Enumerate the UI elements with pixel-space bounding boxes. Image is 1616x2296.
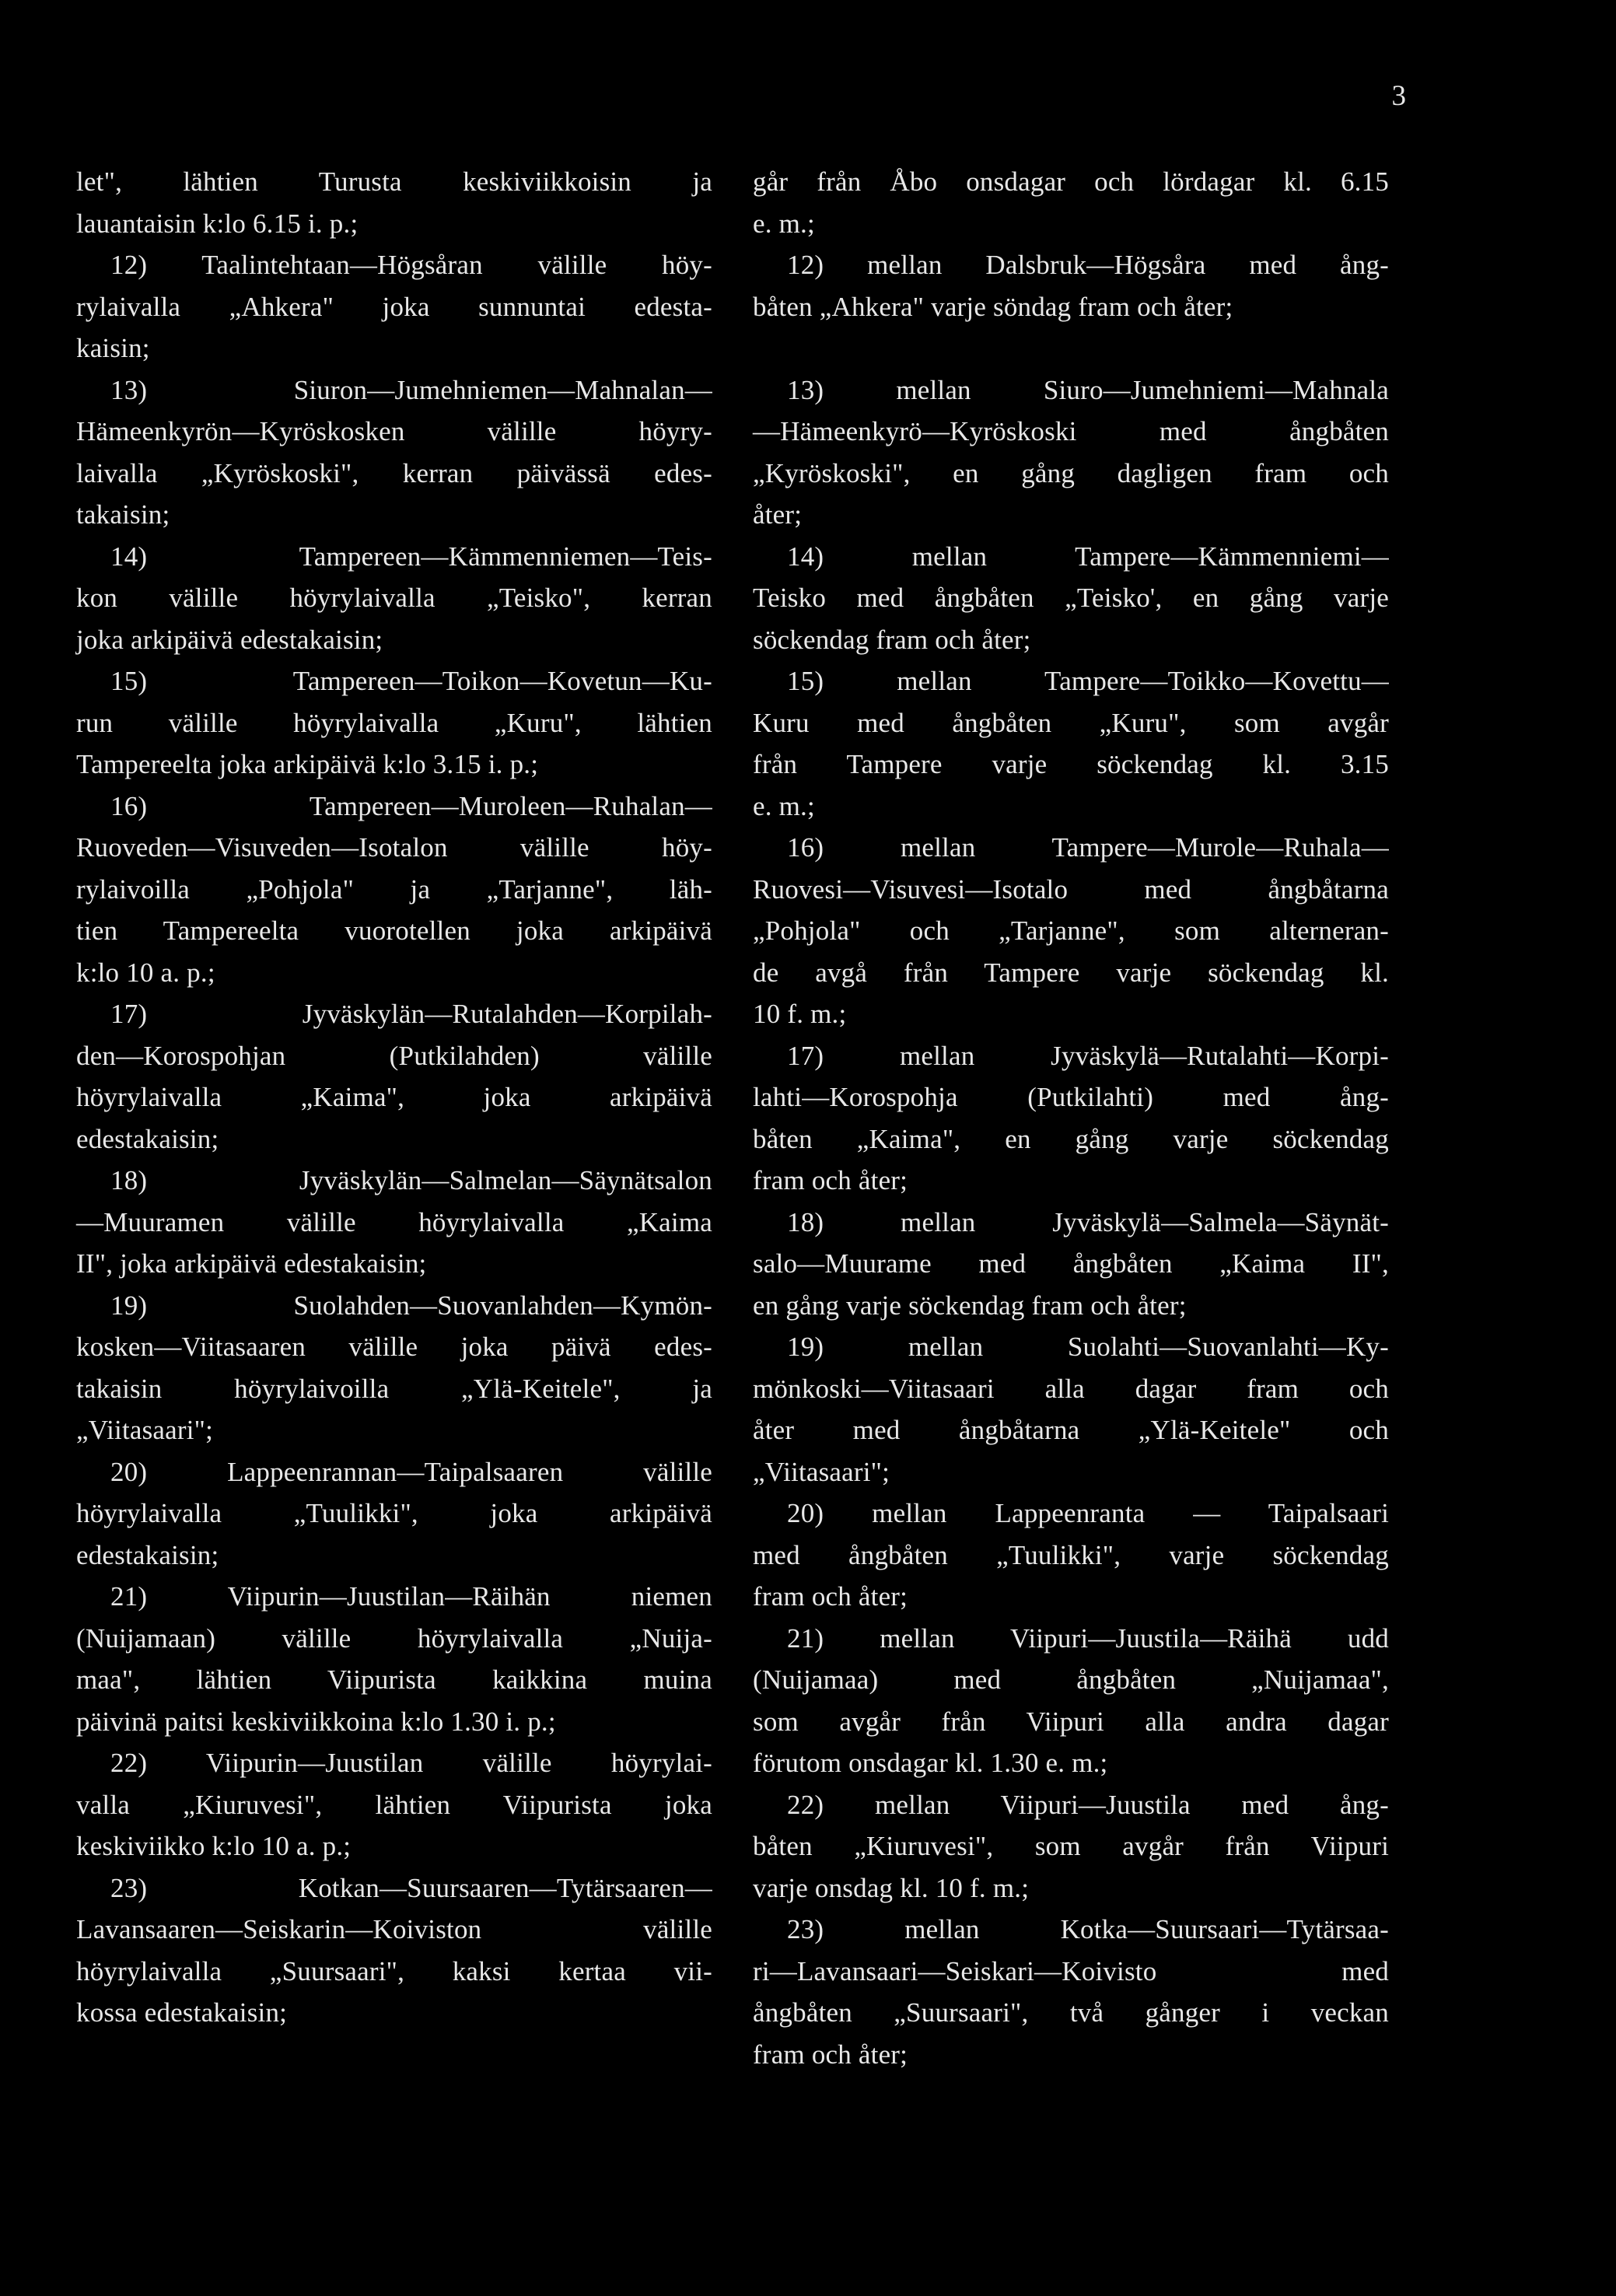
left-entry: [76, 244, 712, 369]
right-text-line: 16) mellan Tampere—Murole—Ruhala—: [787, 832, 1389, 863]
left-text-line: (Nuijamaan) välille höyrylaivalla „Nuija-: [76, 1622, 712, 1654]
right-text-line: 14) mellan Tampere—Kämmenniemi—: [787, 541, 1389, 572]
right-text-line: 22) mellan Viipuri—Juustila med ång-: [787, 1789, 1389, 1820]
left-text-line: 23) Kotkan—Suursaaren—Tytärsaaren—: [110, 1872, 712, 1903]
left-text-line: päivinä paitsi keskiviikkoina k:lo 1.30 i. p.;: [76, 1706, 556, 1737]
left-text-line: valla „Kiuruvesi", lähtien Viipurista joka: [76, 1789, 712, 1820]
right-text-line: från Tampere varje söckendag kl. 3.15: [753, 749, 1389, 779]
right-text-line: de avgå från Tampere varje söckendag kl.: [753, 957, 1389, 988]
right-text-line: varje onsdag kl. 10 f. m.;: [753, 1872, 1030, 1903]
left-text-line: let", lähtien Turusta keskiviikkoisin ja: [76, 166, 712, 197]
left-text-line: 13) Siuron—Jumehniemen—Mahnalan—: [110, 374, 712, 405]
right-text-line: förutom onsdagar kl. 1.30 e. m.;: [753, 1748, 1108, 1778]
left-text-line: kon välille höyrylaivalla „Teisko", kerran: [76, 583, 712, 613]
left-text-line: Ruoveden—Visuveden—Isotalon välille höy-: [76, 832, 712, 863]
right-text-line: går från Åbo onsdagar och lördagar kl. 6.15: [753, 166, 1389, 197]
left-text-line: rylaivoilla „Pohjola" ja „Tarjanne", läh-: [76, 873, 712, 905]
left-text-line: Hämeenkyrön—Kyröskosken välille höyry-: [76, 416, 712, 446]
right-text-line: Kuru med ångbåten „Kuru", som avgår: [753, 707, 1389, 738]
left-entry: [76, 369, 712, 536]
right-entry: [753, 1202, 1389, 1327]
left-text-line: 14) Tampereen—Kämmenniemen—Teis-: [110, 541, 712, 572]
right-entry: [753, 1326, 1389, 1493]
left-text-line: k:lo 10 a. p.;: [76, 957, 215, 988]
right-text-line: båten „Ahkera" varje söndag fram och åter;: [753, 291, 1233, 322]
left-text-line: edestakaisin;: [76, 1539, 219, 1570]
left-text-line: höyrylaivalla „Suursaari", kaksi kertaa vii-: [76, 1955, 712, 1986]
right-entry: [753, 1618, 1389, 1784]
left-text-line: rylaivalla „Ahkera" joka sunnuntai edesta-: [76, 291, 712, 322]
right-entry: [753, 369, 1389, 536]
left-column: [76, 161, 712, 2034]
left-text-line: takaisin höyrylaivoilla „Ylä-Keitele", ja: [76, 1373, 712, 1404]
right-text-line: lahti—Korospohja (Putkilahti) med ång-: [753, 1082, 1389, 1112]
left-text-line: edestakaisin;: [76, 1123, 219, 1154]
right-text-line: fram och åter;: [753, 1581, 908, 1612]
right-text-line: 10 f. m.;: [753, 999, 847, 1029]
left-text-line: höyrylaivalla „Kaima", joka arkipäivä: [76, 1082, 712, 1112]
right-text-line: ångbåten „Suursaari", två gånger i veckan: [753, 1997, 1389, 2028]
left-text-line: —Muuramen välille höyrylaivalla „Kaima: [76, 1206, 712, 1237]
left-text-line: tien Tampereelta vuorotellen joka arkipäivä: [76, 915, 712, 946]
right-text-line: en gång varje söckendag fram och åter;: [753, 1290, 1187, 1321]
right-entry: [753, 827, 1389, 1035]
left-text-line: laivalla „Kyröskoski", kerran päivässä edes-: [76, 457, 712, 488]
right-text-line: e. m.;: [753, 790, 815, 821]
right-text-line: fram och åter;: [753, 1165, 908, 1195]
left-text-line: takaisin;: [76, 499, 170, 530]
left-entry: [76, 536, 712, 661]
right-text-line: 20) mellan Lappeenranta — Taipalsaari: [787, 1498, 1389, 1528]
left-text-line: lauantaisin k:lo 6.15 i. p.;: [76, 208, 359, 239]
left-text-line: joka arkipäivä edestakaisin;: [76, 624, 383, 655]
right-entry: [753, 1493, 1389, 1618]
right-text-line: åter;: [753, 499, 803, 530]
right-text-line: (Nuijamaa) med ångbåten „Nuijamaa",: [753, 1664, 1389, 1695]
right-text-line: Teisko med ångbåten „Teisko', en gång varje: [753, 583, 1389, 613]
paragraph-gap: [753, 327, 1389, 369]
left-text-line: höyrylaivalla „Tuulikki", joka arkipäivä: [76, 1498, 712, 1528]
right-entry: [753, 1909, 1389, 2075]
right-text-line: 17) mellan Jyväskylä—Rutalahti—Korpi-: [787, 1040, 1389, 1071]
left-text-line: 22) Viipurin—Juustilan välille höyrylai-: [110, 1748, 712, 1778]
left-entry: [76, 660, 712, 786]
left-text-line: kaisin;: [76, 333, 150, 363]
right-text-line: Ruovesi—Visuvesi—Isotalo med ångbåtarna: [753, 873, 1389, 905]
right-entry: [753, 1035, 1389, 1202]
right-text-line: salo—Muurame med ångbåten „Kaima II",: [753, 1248, 1389, 1279]
right-text-line: 15) mellan Tampere—Toikko—Kovettu—: [787, 666, 1389, 696]
left-text-line: kosken—Viitasaaren välille joka päivä edes-: [76, 1332, 712, 1362]
left-entry: [76, 993, 712, 1160]
right-text-line: „Pohjola" och „Tarjanne", som alterneran-: [753, 915, 1389, 946]
right-column: [753, 161, 1389, 2075]
left-text-line: den—Korospohjan (Putkilahden) välille: [76, 1040, 712, 1071]
left-text-line: 15) Tampereen—Toikon—Kovetun—Ku-: [110, 666, 712, 696]
left-text-line: maa", lähtien Viipurista kaikkina muina: [76, 1664, 712, 1695]
right-text-line: ri—Lavansaari—Seiskari—Koivisto med: [753, 1955, 1389, 1986]
right-text-line: 19) mellan Suolahti—Suovanlahti—Ky-: [787, 1332, 1389, 1362]
right-text-line: „Kyröskoski", en gång dagligen fram och: [753, 457, 1389, 488]
left-entry: [76, 1742, 712, 1867]
left-text-line: II", joka arkipäivä edestakaisin;: [76, 1248, 427, 1279]
right-text-line: —Hämeenkyrö—Kyröskoski med ångbåten: [753, 416, 1389, 446]
right-text-line: e. m.;: [753, 208, 815, 239]
left-entry: [76, 161, 712, 244]
right-text-line: som avgår från Viipuri alla andra dagar: [753, 1706, 1389, 1737]
right-entry: [753, 244, 1389, 327]
left-entry: [76, 786, 712, 994]
left-text-line: 18) Jyväskylän—Salmelan—Säynätsalon: [110, 1165, 712, 1195]
right-text-line: söckendag fram och åter;: [753, 624, 1031, 655]
left-text-line: 21) Viipurin—Juustilan—Räihän niemen: [110, 1581, 712, 1612]
right-entry: [753, 660, 1389, 827]
right-text-line: båten „Kiuruvesi", som avgår från Viipuri: [753, 1831, 1389, 1861]
left-text-line: Tampereelta joka arkipäivä k:lo 3.15 i. p.;: [76, 749, 539, 779]
right-text-line: med ångbåten „Tuulikki", varje söckendag: [753, 1539, 1389, 1570]
left-text-line: 17) Jyväskylän—Rutalahden—Korpilah-: [110, 999, 712, 1029]
left-entry: [76, 1451, 712, 1577]
right-entry: [753, 536, 1389, 661]
left-text-line: 19) Suolahden—Suovanlahden—Kymön-: [110, 1290, 712, 1321]
right-text-line: mönkoski—Viitasaari alla dagar fram och: [753, 1373, 1389, 1404]
right-text-line: 13) mellan Siuro—Jumehniemi—Mahnala: [787, 374, 1389, 405]
left-entry: [76, 1576, 712, 1742]
left-entry: [76, 1285, 712, 1451]
page-number: 3: [1391, 80, 1406, 112]
right-text-line: 21) mellan Viipuri—Juustila—Räihä udd: [787, 1622, 1389, 1654]
right-entry: [753, 1784, 1389, 1909]
left-text-line: 16) Tampereen—Muroleen—Ruhalan—: [110, 790, 712, 821]
right-entry: [753, 161, 1389, 244]
left-text-line: keskiviikko k:lo 10 a. p.;: [76, 1831, 352, 1861]
left-text-line: 12) Taalintehtaan—Högsåran välille höy-: [110, 250, 712, 280]
left-text-line: 20) Lappeenrannan—Taipalsaaren välille: [110, 1456, 712, 1487]
right-text-line: 18) mellan Jyväskylä—Salmela—Säynät-: [787, 1206, 1389, 1237]
right-text-line: åter med ångbåtarna „Ylä-Keitele" och: [753, 1415, 1389, 1445]
right-text-line: båten „Kaima", en gång varje söckendag: [753, 1123, 1389, 1154]
left-text-line: „Viitasaari";: [76, 1415, 214, 1445]
left-text-line: Lavansaaren—Seiskarin—Koiviston välille: [76, 1914, 712, 1944]
right-text-line: „Viitasaari";: [753, 1456, 890, 1487]
right-text-line: 12) mellan Dalsbruk—Högsåra med ång-: [787, 250, 1389, 280]
right-text-line: fram och åter;: [753, 2039, 908, 2070]
right-text-line: 23) mellan Kotka—Suursaari—Tytärsaa-: [787, 1914, 1389, 1944]
left-entry: [76, 1160, 712, 1285]
left-entry: [76, 1867, 712, 2034]
left-text-line: kossa edestakaisin;: [76, 1997, 288, 2028]
left-text-line: run välille höyrylaivalla „Kuru", lähtien: [76, 707, 712, 738]
